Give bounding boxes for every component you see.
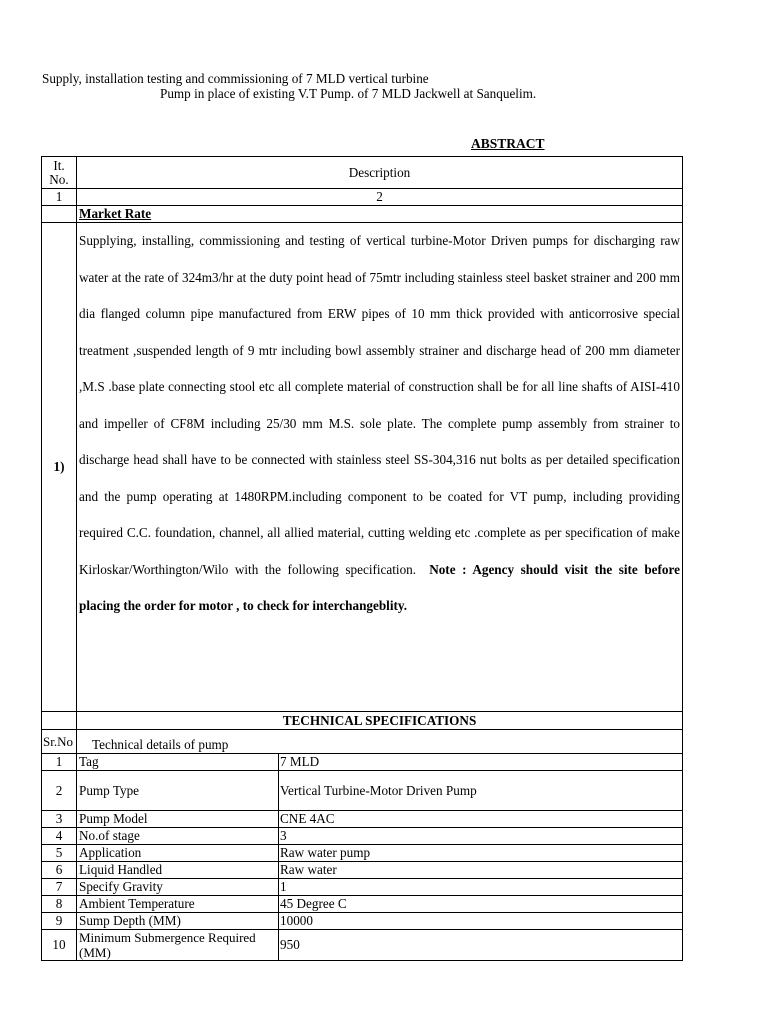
index-cell-1: 1 xyxy=(42,189,77,206)
index-cell-2: 2 xyxy=(77,189,683,206)
spec-row xyxy=(42,770,683,810)
spec-value: 45 Degree C xyxy=(279,895,683,912)
spec-number: 3 xyxy=(42,810,77,827)
spec-label: Pump Model xyxy=(77,810,279,827)
tech-heading-row xyxy=(42,712,683,730)
spec-value: 10000 xyxy=(279,912,683,929)
abstract-heading: ABSTRACT xyxy=(471,136,545,151)
spec-label: Application xyxy=(77,844,279,861)
spec-value: Raw water xyxy=(279,861,683,878)
spec-label: No.of stage xyxy=(77,827,279,844)
market-rate-label: Market Rate xyxy=(77,206,683,223)
spec-row xyxy=(42,810,683,827)
spec-number: 4 xyxy=(42,827,77,844)
spec-label: Ambient Temperature xyxy=(77,895,279,912)
doc-title-line-1: Supply, installation testing and commissioning of 7 MLD vertical turbine xyxy=(42,71,429,86)
spec-value: Vertical Turbine-Motor Driven Pump xyxy=(279,770,683,810)
spec-value: 3 xyxy=(279,827,683,844)
item-number: 1) xyxy=(42,223,77,712)
spec-row xyxy=(42,844,683,861)
spec-row xyxy=(42,861,683,878)
spec-number: 1 xyxy=(42,754,77,771)
tech-specs-heading: TECHNICAL SPECIFICATIONS xyxy=(77,712,683,730)
spec-row xyxy=(42,912,683,929)
spec-row xyxy=(42,754,683,771)
spec-value: CNE 4AC xyxy=(279,810,683,827)
spec-number: 2 xyxy=(42,770,77,810)
spec-number: 5 xyxy=(42,844,77,861)
description-header: Description xyxy=(77,157,683,189)
spec-table-body xyxy=(42,754,683,961)
spec-value: 950 xyxy=(279,929,683,960)
item-description xyxy=(77,223,683,712)
tech-details-label: Technical details of pump xyxy=(77,730,683,754)
header-row xyxy=(42,157,683,189)
section-row xyxy=(42,206,683,223)
spec-row xyxy=(42,878,683,895)
spec-row xyxy=(42,827,683,844)
item-row xyxy=(42,223,683,712)
spec-label: Specify Gravity xyxy=(77,878,279,895)
spec-row xyxy=(42,929,683,960)
item-note: Note : Agency should visit the site before placing the order for motor , to check for interchangeblity. xyxy=(79,561,680,613)
doc-title-line-2: Pump in place of existing V.T Pump. of 7 MLD Jackwell at Sanquelim. xyxy=(160,86,537,101)
spec-label: Liquid Handled xyxy=(77,861,279,878)
spec-value: 1 xyxy=(279,878,683,895)
item-text: Supplying, installing, commissioning and testing of vertical turbine-Motor Driven pumps for discharging raw water at the rate of 324m3/hr at the duty point head of 75mtr including stainless steel basket strainer and 200 mm dia flanged column pipe manufactured from ERW pipes of 10 mm thick provided with anticorrosive special treatment ,suspended length of 9 mtr including bowl assembly strainer and discharge head of 200 mm diameter ,M.S .base plate connecting stool etc all complete material of construction shall be for all line shafts of AISI-410 and impeller of CF8M including 25/30 mm M.S. sole plate. The complete pump assembly from strainer to discharge head shall have to be connected with stainless steel SS-304,316 nut bolts as per detailed specification and the pump operating at 1480RPM.including component to be coated for VT pump, including providing required C.C. foundation, channel, all allied material, cutting welding etc .complete as per specification of make Kirloskar/Worthington/Wilo with the following specification. xyxy=(79,233,680,577)
spec-value: Raw water pump xyxy=(279,844,683,861)
spec-number: 7 xyxy=(42,878,77,895)
spec-label: Tag xyxy=(77,754,279,771)
spec-number: 10 xyxy=(42,929,77,960)
spec-label: Minimum Submergence Required (MM) xyxy=(77,929,279,960)
spec-number: 9 xyxy=(42,912,77,929)
spec-row xyxy=(42,895,683,912)
spec-label: Pump Type xyxy=(77,770,279,810)
index-row xyxy=(42,189,683,206)
item-no-header: It. No. xyxy=(42,157,77,189)
sr-no-label: Sr.No xyxy=(42,730,77,754)
spec-number: 6 xyxy=(42,861,77,878)
tech-subheader-row xyxy=(42,730,683,754)
spec-label: Sump Depth (MM) xyxy=(77,912,279,929)
spec-number: 8 xyxy=(42,895,77,912)
spec-value: 7 MLD xyxy=(279,754,683,771)
abstract-table xyxy=(41,156,683,961)
